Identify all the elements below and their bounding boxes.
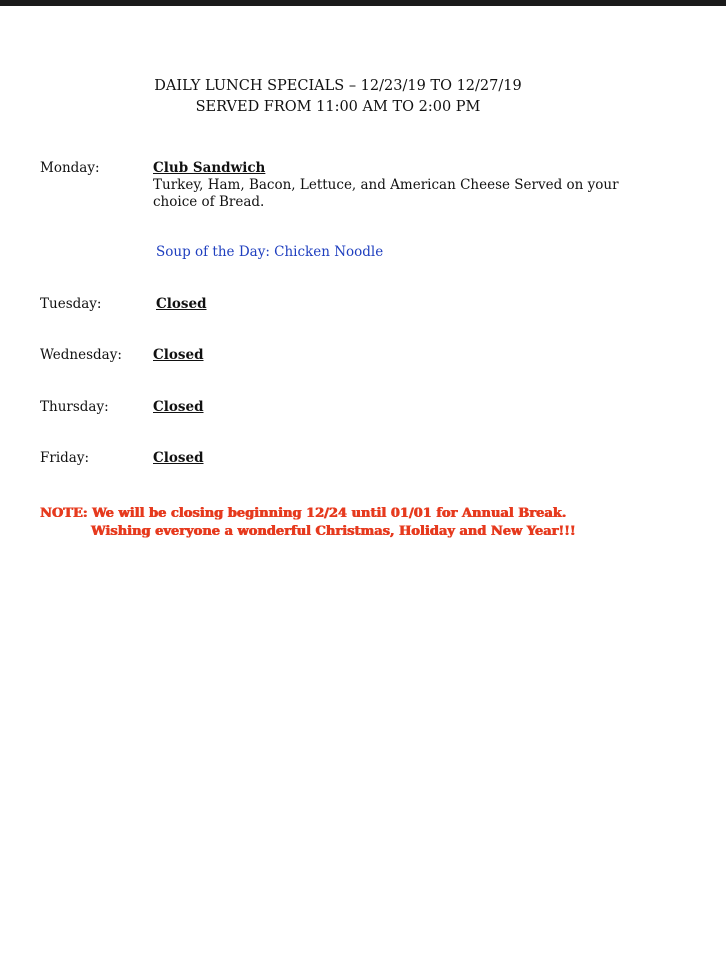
soup-of-the-day: Soup of the Day: Chicken Noodle bbox=[156, 244, 384, 260]
friday-status: Closed bbox=[153, 450, 204, 466]
note-line1: NOTE: We will be closing beginning 12/24 until 01/01 for Annual Break. bbox=[40, 506, 567, 521]
tuesday-label: Tuesday: bbox=[40, 296, 102, 312]
friday-label: Friday: bbox=[40, 450, 90, 466]
note-line2: Wishing everyone a wonderful Christmas, Holiday and New Year!!! bbox=[91, 524, 576, 539]
monday-label: Monday: bbox=[40, 160, 100, 176]
dish-description-line1: Turkey, Ham, Bacon, Lettuce, and American Cheese Served on your bbox=[153, 177, 619, 193]
wednesday-status: Closed bbox=[153, 347, 204, 363]
tuesday-status: Closed bbox=[156, 296, 207, 312]
dish-title: Club Sandwich bbox=[153, 160, 266, 176]
top-border-bar bbox=[0, 0, 726, 6]
header-hours: SERVED FROM 11:00 AM TO 2:00 PM bbox=[195, 99, 481, 115]
dish-description-line2: choice of Bread. bbox=[153, 194, 265, 210]
thursday-status: Closed bbox=[153, 399, 204, 415]
wednesday-label: Wednesday: bbox=[40, 347, 122, 363]
document-header bbox=[0, 76, 676, 118]
monday-special bbox=[153, 160, 623, 211]
thursday-label: Thursday: bbox=[40, 399, 109, 415]
header-title: DAILY LUNCH SPECIALS – 12/23/19 TO 12/27/19 bbox=[154, 78, 522, 94]
closing-note bbox=[40, 505, 576, 541]
